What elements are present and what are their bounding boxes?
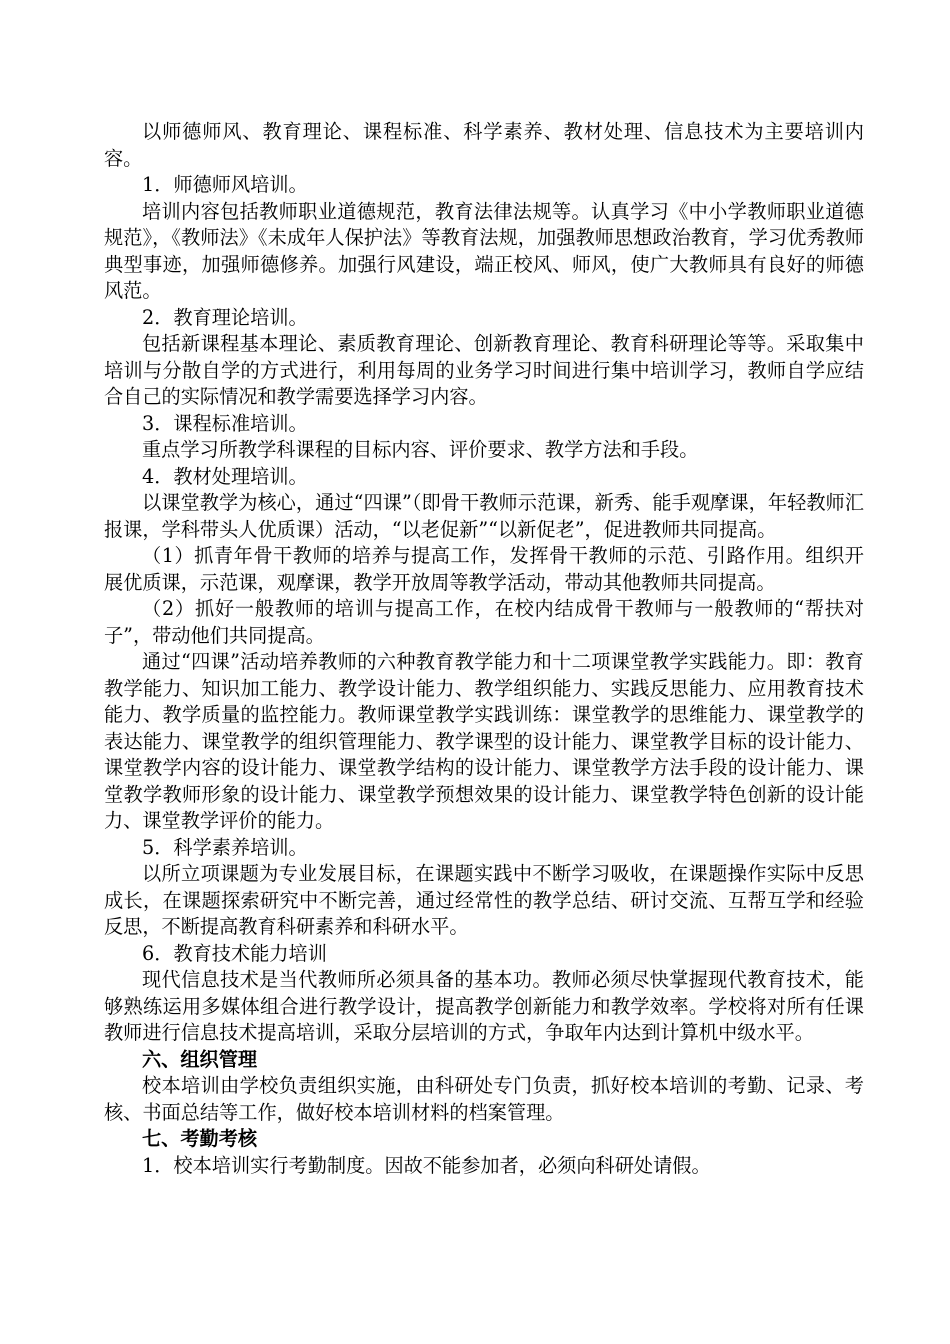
paragraph-science-training: 以所立项课题为专业发展目标，在课题实践中不断学习吸收，在课题操作实际中反思成长，在课题探索研究中不断完善，通过经常性的教学总结、研讨交流、互帮互学和经验反思，不断提高教育科研素养和科研水平。 bbox=[104, 862, 864, 938]
paragraph-ethics-training: 培训内容包括教师职业道德规范，教育法律法规等。认真学习《中小学教师职业道德规范》，《教师法》《未成年人保护法》等教育法规，加强教师思想政治教育，学习优秀教师典型事迹，加强师德修养。加强行风建设，端正校风、师风，使广大教师具有良好的师德风范。 bbox=[104, 199, 864, 302]
paragraph-textbook-training: 以课堂教学为核心，通过“四课”（即骨干教师示范课，新秀、能手观摩课，年轻教师汇报课，学科带头人优质课）活动，“以老促新”“以新促老”，促进教师共同提高。 bbox=[104, 491, 864, 541]
paragraph-theory-training: 包括新课程基本理论、素质教育理论、创新教育理论、教育科研理论等等。采取集中培训与分散自学的方式进行，利用每周的业务学习时间进行集中培训学习，教师自学应结合自己的实际情况和教学需要选择学习内容。 bbox=[104, 332, 864, 408]
paragraph-item-1: （1）抓青年骨干教师的培养与提高工作，发挥骨干教师的示范、引路作用。组织开展优质课，示范课，观摩课，教学开放周等教学活动，带动其他教师共同提高。 bbox=[104, 544, 864, 594]
paragraph-tech-training: 现代信息技术是当代教师所必须具备的基本功。教师必须尽快掌握现代教育技术，能够熟练运用多媒体组合进行教学设计，提高教学创新能力和教学效率。学校将对所有任课教师进行信息技术提高培训，采取分层培训的方式，争取年内达到计算机中级水平。 bbox=[104, 968, 864, 1044]
subheading-ethics-training: 1．师德师风培训。 bbox=[142, 173, 308, 196]
subheading-theory-training: 2．教育理论培训。 bbox=[142, 305, 308, 329]
paragraph-curriculum-training: 重点学习所教学科课程的目标内容、评价要求、教学方法和手段。 bbox=[142, 438, 699, 461]
subheading-curriculum-training: 3．课程标准培训。 bbox=[142, 411, 308, 435]
paragraph-organization: 校本培训由学校负责组织实施，由科研处专门负责，抓好校本培训的考勤、记录、考核、书面总结等工作，做好校本培训材料的档案管理。 bbox=[104, 1074, 864, 1124]
paragraph-item-2: （2）抓好一般教师的培训与提高工作，在校内结成骨干教师与一般教师的“帮扶对子”，带动他们共同提高。 bbox=[104, 597, 864, 647]
document-page bbox=[104, 119, 864, 1179]
section-heading-organization: 六、组织管理 bbox=[142, 1047, 258, 1071]
paragraph-intro: 以师德师风、教育理论、课程标准、科学素养、教材处理、信息技术为主要培训内容。 bbox=[104, 120, 864, 170]
subheading-textbook-training: 4．教材处理培训。 bbox=[142, 464, 308, 488]
subheading-science-training: 5．科学素养培训。 bbox=[142, 835, 308, 859]
subheading-tech-training: 6．教育技术能力培训 bbox=[142, 941, 327, 965]
section-heading-attendance: 七、考勤考核 bbox=[142, 1127, 258, 1150]
paragraph-attendance: 1．校本培训实行考勤制度。因故不能参加者，必须向科研处请假。 bbox=[142, 1153, 711, 1177]
paragraph-four-lessons-abilities: 通过“四课”活动培养教师的六种教育教学能力和十二项课堂教学实践能力。即：教育教学能力、知识加工能力、教学设计能力、教学组织能力、实践反思能力、应用教育技术能力、教学质量的监控能力。教师课堂教学实践训练：课堂教学的思维能力、课堂教学的表达能力、课堂教学的组织管理能力、教学课型的设计能力、课堂教学目标的设计能力、课堂教学内容的设计能力、课堂教学结构的设计能力、课堂教学方法手段的设计能力、课堂教学教师形象的设计能力、课堂教学预想效果的设计能力、课堂教学特色创新的设计能力、课堂教学评价的能力。 bbox=[104, 650, 864, 832]
